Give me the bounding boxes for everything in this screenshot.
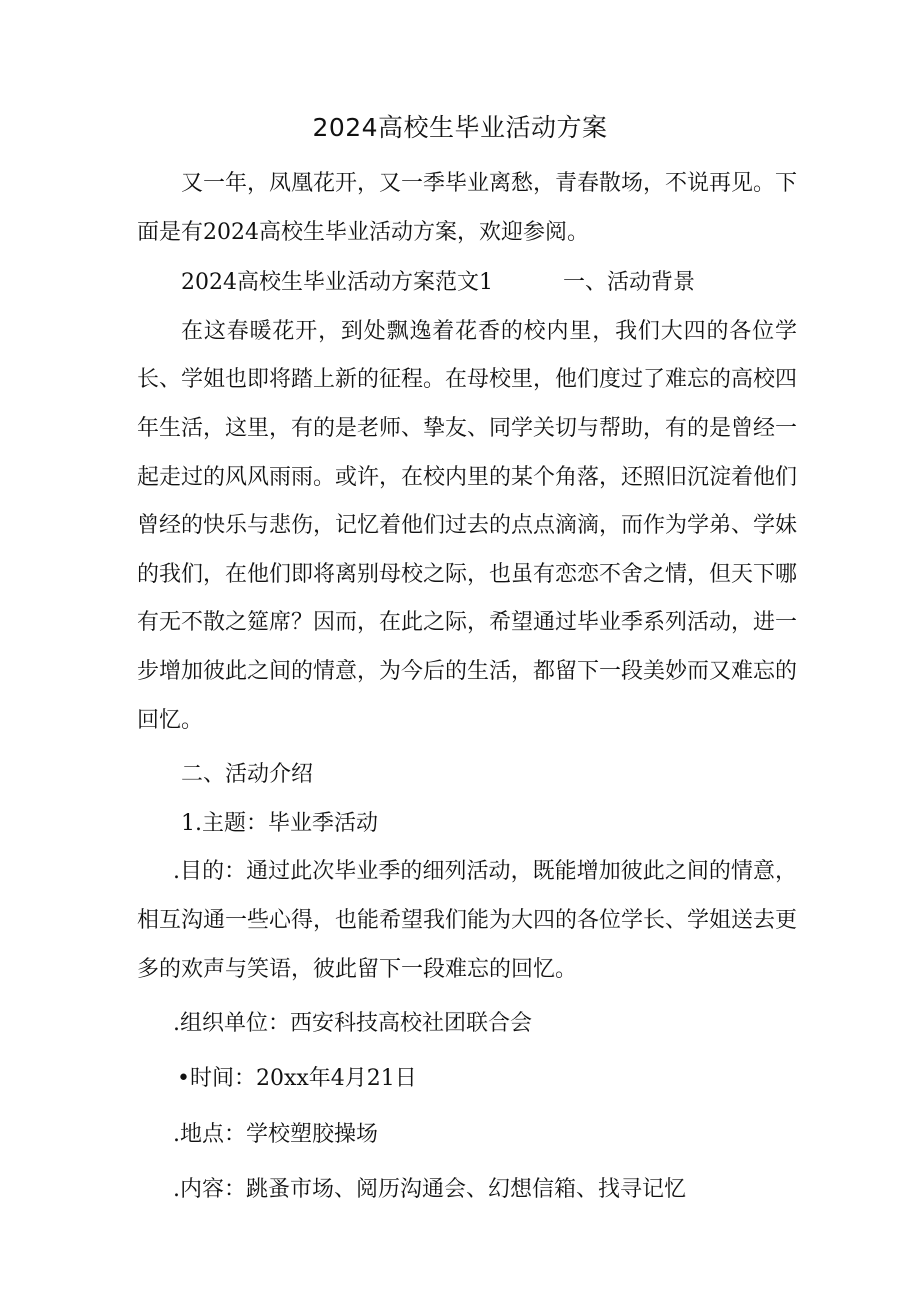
section-heading-background: 一、活动背景: [562, 270, 695, 296]
sample-title: 2024高校生毕业活动方案范文1: [181, 270, 493, 296]
document-title: 2024高校生毕业活动方案: [312, 113, 608, 142]
subtitle-line: [137, 259, 797, 308]
section-heading-introduction: 二、活动介绍: [181, 762, 314, 788]
document-body: [137, 160, 797, 1214]
location-item: .地点：学校塑胶操场: [173, 1122, 378, 1148]
intro-paragraph: 又一年，凤凰花开，又一季毕业离愁，青春散场，不说再见。下面是有2024高校生毕业活动方案，欢迎参阅。: [137, 171, 798, 245]
purpose-item: [137, 848, 797, 994]
organizer-item: .组织单位：西安科技高校社团联合会: [173, 1011, 532, 1037]
time-item: •时间：20xx年4月21日: [177, 1065, 417, 1091]
content-item: .内容：跳蚤市场、阅历沟通会、幻想信箱、找寻记忆: [173, 1176, 686, 1202]
theme-item: 1.主题：毕业季活动: [181, 810, 378, 836]
background-paragraph: 在这春暖花开，到处飘逸着花香的校内里，我们大四的各位学长、学姐也即将踏上新的征程。在母校里，他们度过了难忘的高校四年生活，这里，有的是老师、挚友、同学关切与帮助，有的是曾经一起走过的风风雨雨。或许，在校内里的某个角落，还照旧沉淀着他们曾经的快乐与悲伤，记忆着他们过去的点点滴滴，而作为学弟、学妹的我们，在他们即将离别母校之际，也虽有恋恋不舍之情，但天下哪有无不散之筵席？因而，在此之际，希望通过毕业季系列活动，进一步增加彼此之间的情意，为今后的生活，都留下一段美妙而又难忘的回忆。: [137, 318, 798, 733]
purpose-text: .目的：通过此次毕业季的细列活动，既能增加彼此之间的情意，相互沟通一些心得，也能希望我们能为大四的各位学长、学姐送去更多的欢声与笑语，彼此留下一段难忘的回忆。: [137, 859, 798, 982]
